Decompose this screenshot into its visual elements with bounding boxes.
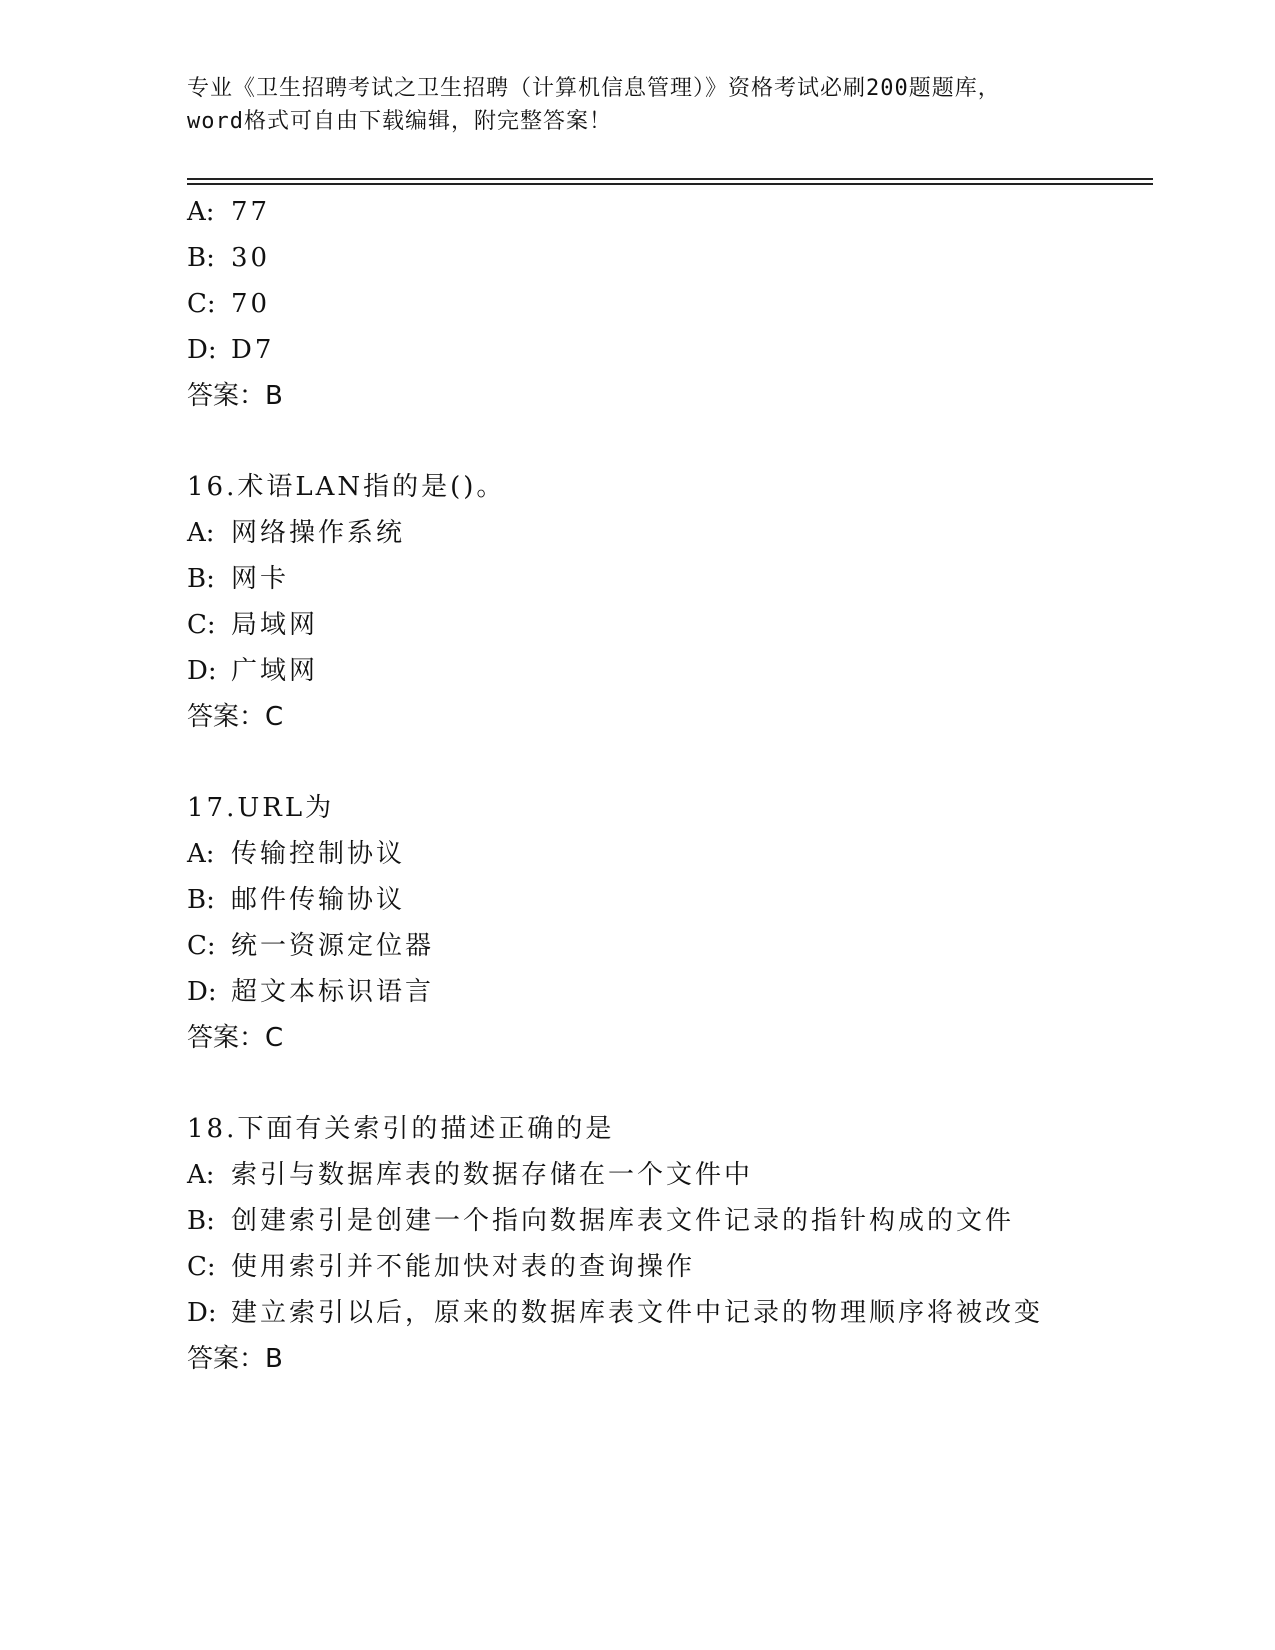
option-text: 网络操作系统 — [231, 518, 406, 548]
option-text: 70 — [231, 289, 271, 319]
option-label: C: — [187, 931, 216, 961]
option-label: C: — [187, 610, 216, 640]
option-label: D: — [187, 1298, 217, 1328]
option-d — [187, 648, 1147, 694]
option-text: 77 — [231, 197, 271, 227]
option-label: C: — [187, 289, 216, 319]
question-block-18 — [187, 1106, 1147, 1382]
answer-line: 答案：B — [187, 1344, 283, 1374]
option-label: B: — [187, 1206, 215, 1236]
header-line-2: word格式可自由下载编辑，附完整答案！ — [187, 109, 612, 134]
option-text: 30 — [231, 243, 271, 273]
option-b — [187, 1198, 1147, 1244]
option-text: 超文本标识语言 — [231, 977, 435, 1007]
option-c — [187, 1244, 1147, 1290]
option-label: D: — [187, 977, 217, 1007]
option-d — [187, 327, 1147, 373]
option-text: D7 — [231, 335, 275, 365]
option-label: A: — [187, 197, 215, 227]
option-text: 索引与数据库表的数据存储在一个文件中 — [231, 1160, 754, 1190]
answer-line: 答案：C — [187, 1023, 284, 1053]
question-text: 16.术语LAN指的是()。 — [187, 472, 506, 502]
option-text: 创建索引是创建一个指向数据库表文件记录的指针构成的文件 — [231, 1206, 1015, 1236]
document-header — [187, 72, 1087, 138]
option-c — [187, 602, 1147, 648]
option-label: B: — [187, 243, 215, 273]
option-label: B: — [187, 564, 215, 594]
option-b — [187, 556, 1147, 602]
question-block-16 — [187, 464, 1147, 740]
option-label: A: — [187, 1160, 215, 1190]
question-text: 18.下面有关索引的描述正确的是 — [187, 1114, 615, 1144]
option-text: 局域网 — [231, 610, 319, 640]
option-a — [187, 1152, 1147, 1198]
option-d — [187, 1290, 1147, 1336]
option-c — [187, 281, 1147, 327]
option-text: 邮件传输协议 — [231, 885, 406, 915]
option-label: B: — [187, 885, 215, 915]
header-divider-top — [187, 178, 1153, 180]
answer-line: 答案：B — [187, 381, 283, 411]
option-a — [187, 831, 1147, 877]
option-c — [187, 923, 1147, 969]
option-text: 广域网 — [231, 656, 319, 686]
question-text: 17.URL为 — [187, 793, 335, 823]
option-a — [187, 189, 1147, 235]
option-b — [187, 235, 1147, 281]
option-text: 建立索引以后，原来的数据库表文件中记录的物理顺序将被改变 — [231, 1298, 1044, 1328]
question-list — [187, 189, 1147, 1382]
question-block-15 — [187, 189, 1147, 419]
option-label: D: — [187, 335, 217, 365]
header-line-1: 专业《卫生招聘考试之卫生招聘（计算机信息管理）》资格考试必刷200题题库， — [187, 76, 1001, 101]
option-label: D: — [187, 656, 217, 686]
answer-line: 答案：C — [187, 702, 284, 732]
option-text: 统一资源定位器 — [231, 931, 435, 961]
option-d — [187, 969, 1147, 1015]
option-text: 使用索引并不能加快对表的查询操作 — [231, 1252, 696, 1282]
header-divider-bottom — [187, 183, 1153, 185]
question-block-17 — [187, 785, 1147, 1061]
option-label: C: — [187, 1252, 216, 1282]
option-text: 传输控制协议 — [231, 839, 406, 869]
option-text: 网卡 — [231, 564, 290, 594]
option-a — [187, 510, 1147, 556]
option-label: A: — [187, 518, 215, 548]
option-label: A: — [187, 839, 215, 869]
option-b — [187, 877, 1147, 923]
